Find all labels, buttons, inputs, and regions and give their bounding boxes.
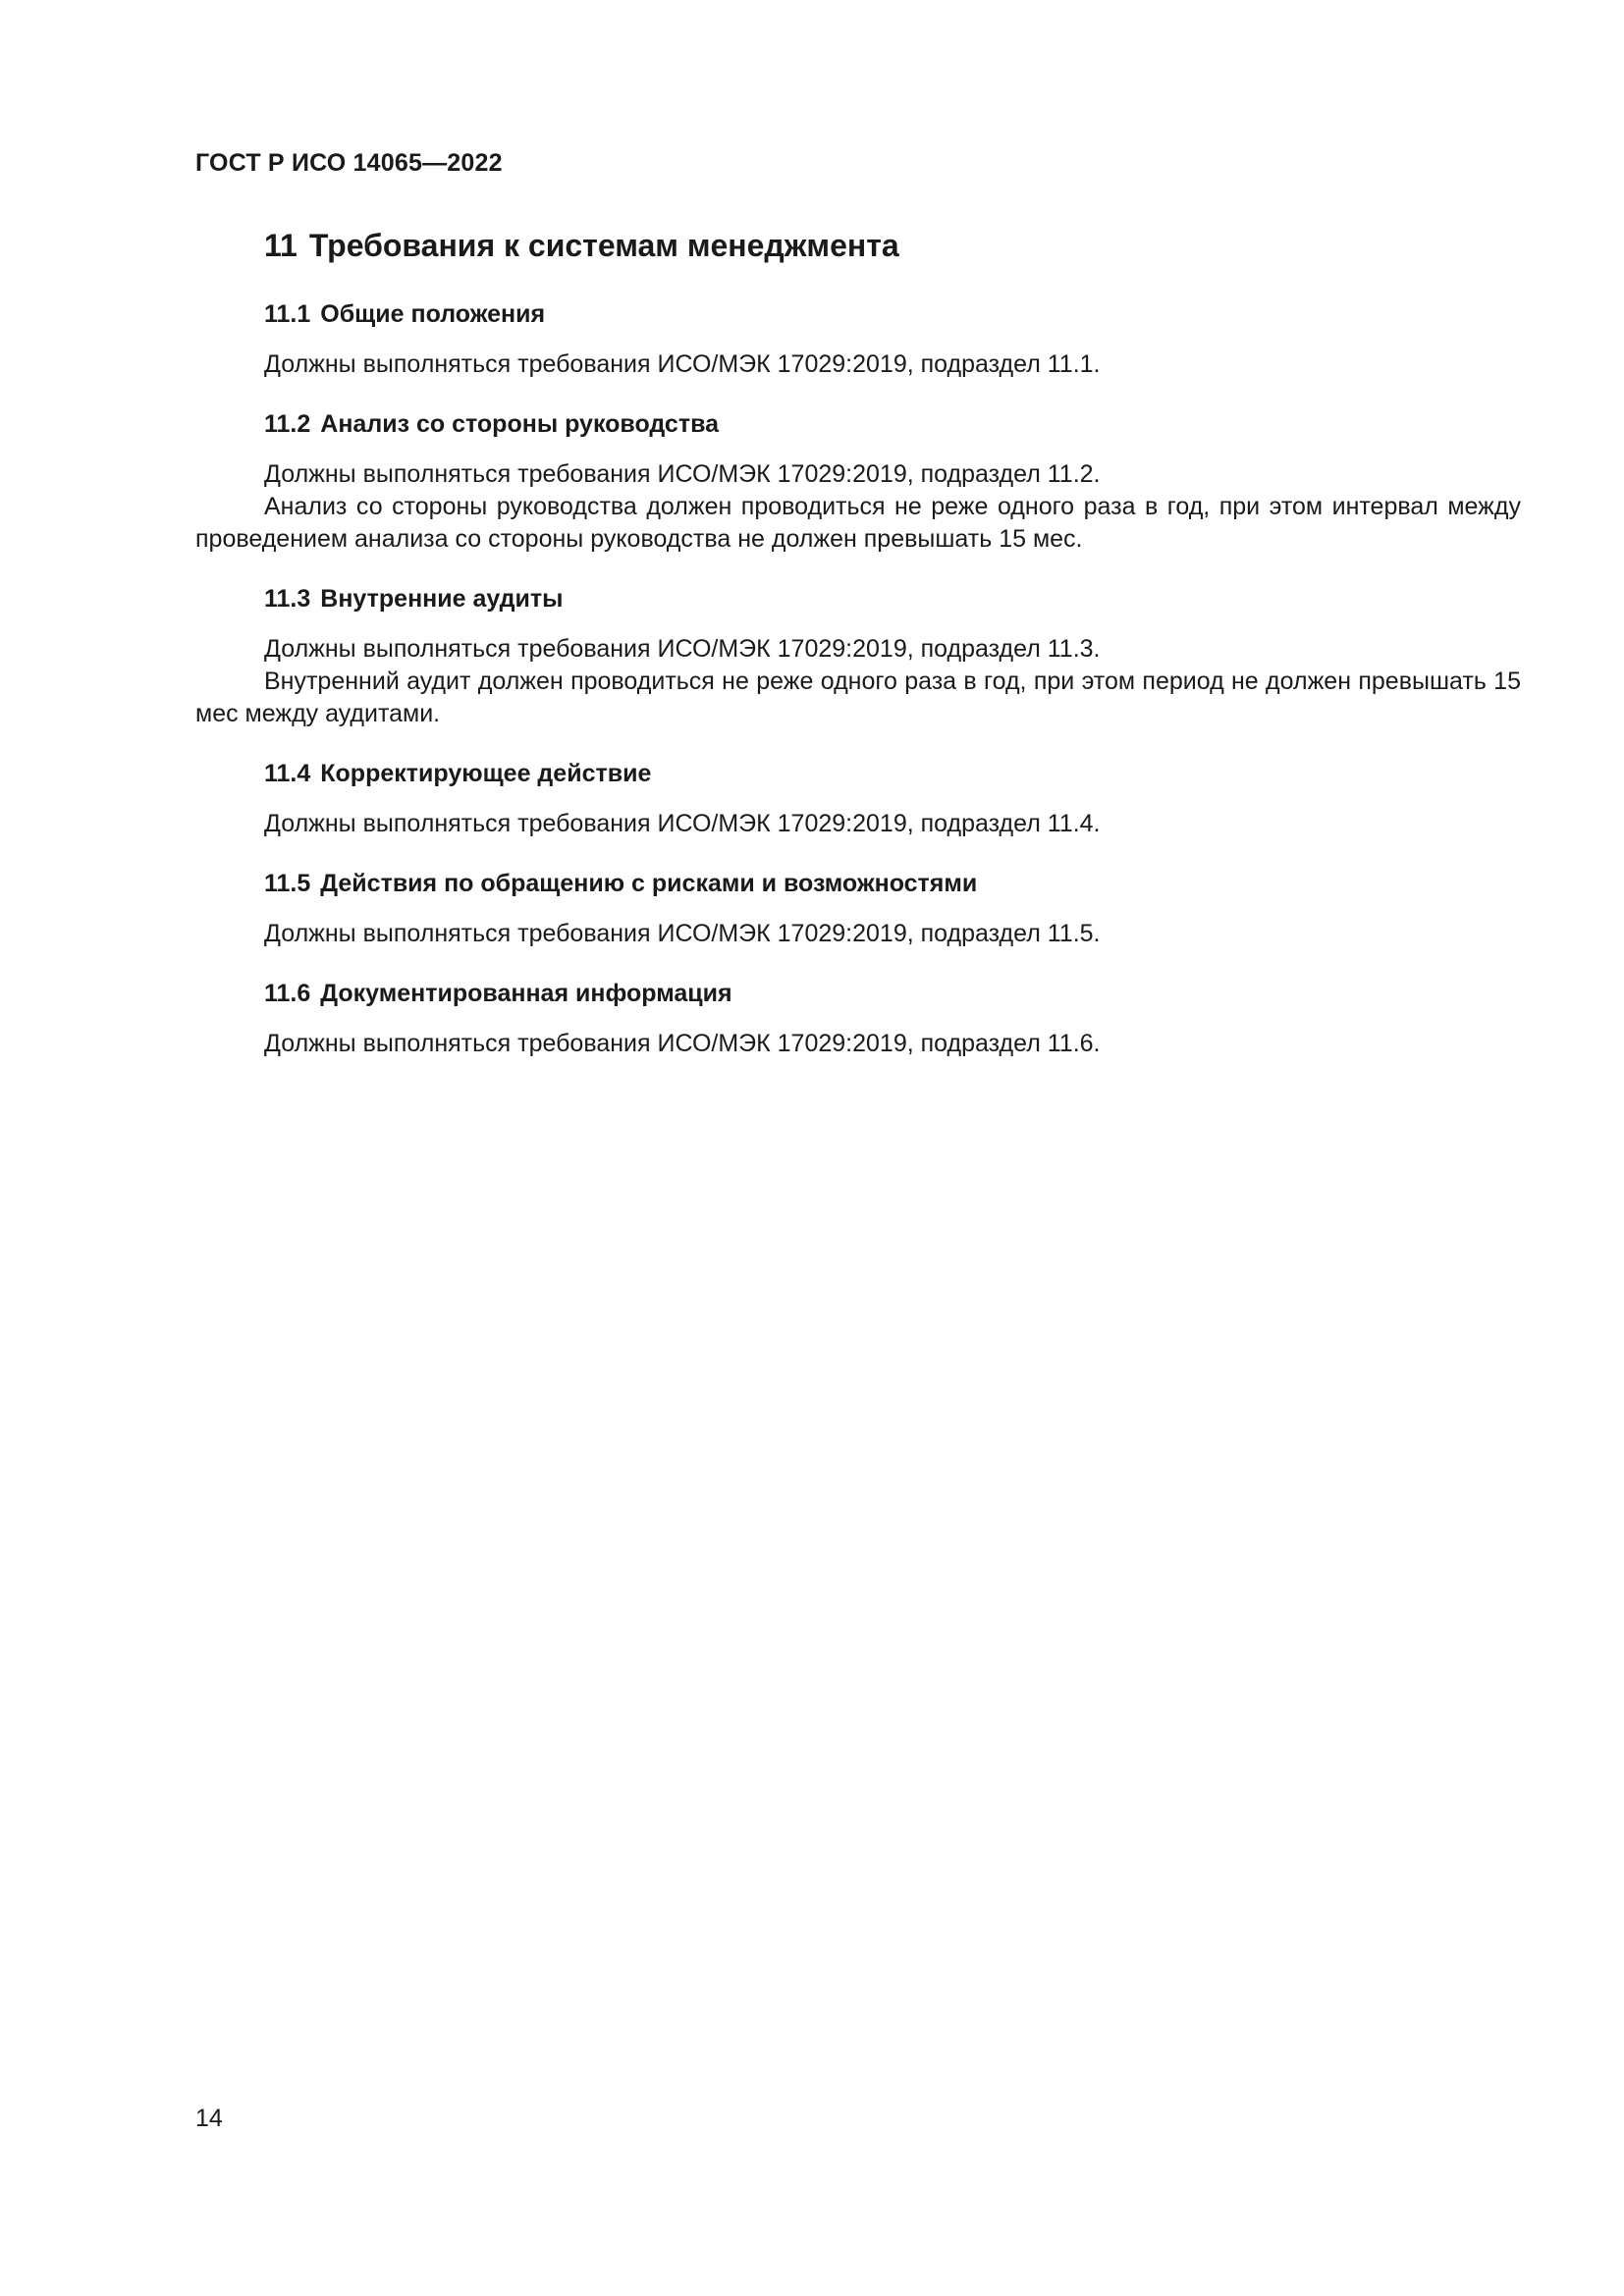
paragraph: Должны выполняться требования ИСО/МЭК 17029:2019, подраздел 11.4. <box>264 810 1101 837</box>
paragraph: Должны выполняться требования ИСО/МЭК 17029:2019, подраздел 11.2. <box>264 460 1101 488</box>
subsection-number: 11.1 <box>264 300 311 328</box>
paragraph: Должны выполняться требования ИСО/МЭК 17029:2019, подраздел 11.1. <box>264 350 1101 378</box>
subsection-title <box>264 294 1521 334</box>
section-title-text: Требования к системам менеджмента <box>308 228 899 263</box>
subsection-title <box>264 974 1521 1013</box>
page-header-standard: ГОСТ Р ИСО 14065—2022 <box>195 149 503 177</box>
subsection-number: 11.3 <box>264 585 311 613</box>
subsection-11-6 <box>195 974 1521 1060</box>
subsection-title-text: Общие положения <box>320 300 546 328</box>
subsection-title <box>264 864 1521 903</box>
subsection-title-text: Анализ со стороны руководства <box>320 410 720 438</box>
subsection-number: 11.5 <box>264 870 311 897</box>
subsection-title <box>264 404 1521 444</box>
subsection-11-5 <box>195 864 1521 950</box>
subsection-number: 11.6 <box>264 980 311 1007</box>
section-number: 11 <box>264 228 298 263</box>
subsection-11-1 <box>195 294 1521 381</box>
subsection-11-2 <box>195 404 1521 556</box>
page-number: 14 <box>195 2105 223 2132</box>
section-title <box>264 224 1521 267</box>
subsection-11-4 <box>195 754 1521 840</box>
subsection-title <box>264 754 1521 793</box>
subsection-title-text: Действия по обращению с рисками и возможностями <box>320 870 978 897</box>
subsection-title-text: Документированная информация <box>320 980 732 1007</box>
subsection-title-text: Внутренние аудиты <box>320 585 564 613</box>
paragraph: Должны выполняться требования ИСО/МЭК 17029:2019, подраздел 11.6. <box>264 1030 1101 1057</box>
subsection-title <box>264 579 1521 618</box>
subsection-number: 11.2 <box>264 410 311 438</box>
subsection-11-3 <box>195 579 1521 730</box>
paragraph: Должны выполняться требования ИСО/МЭК 17029:2019, подраздел 11.5. <box>264 920 1101 947</box>
document-body <box>195 224 1521 1060</box>
subsection-number: 11.4 <box>264 760 311 787</box>
subsection-title-text: Корректирующее действие <box>320 760 652 787</box>
paragraph: Должны выполняться требования ИСО/МЭК 17029:2019, подраздел 11.3. <box>264 635 1101 663</box>
paragraph: Анализ со стороны руководства должен проводиться не реже одного раза в год, при этом интервал между проведением анализа со стороны руководства не должен превышать 15 мес. <box>195 493 1521 553</box>
paragraph: Внутренний аудит должен проводиться не реже одного раза в год, при этом период не должен превышать 15 мес между аудитами. <box>195 667 1521 727</box>
